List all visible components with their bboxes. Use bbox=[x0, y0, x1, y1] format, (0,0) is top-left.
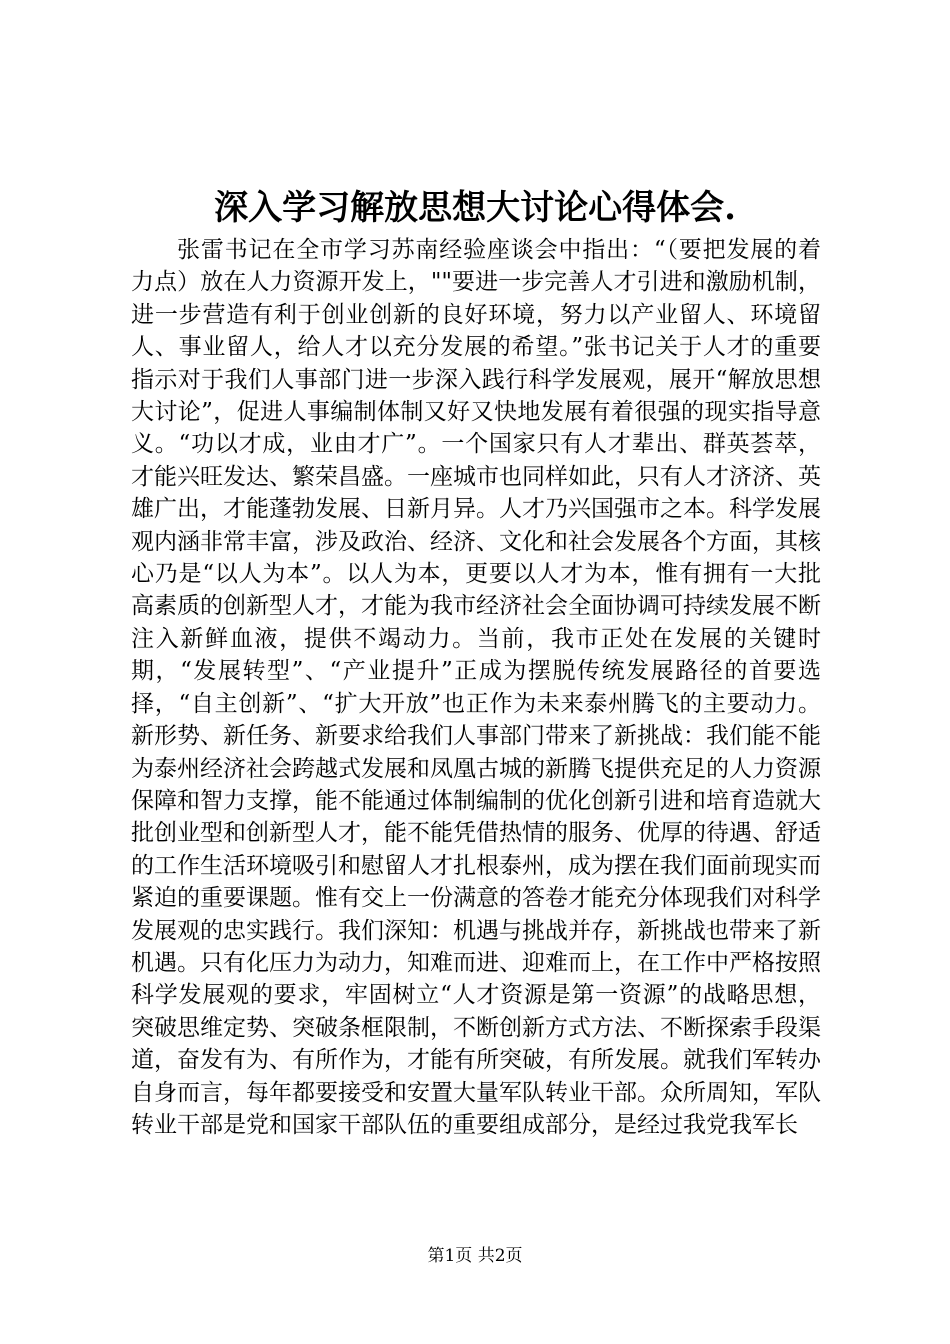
document-body-paragraph: 张雷书记在全市学习苏南经验座谈会中指出：“（要把发展的着力点）放在人力资源开发上，""要进一步完善人才引进和激励机制，进一步营造有利于创业创新的良好环境，努力以产业留人、环境留人、事业留人，给人才以充分发展的希望。”张书记关于人才的重要指示对于我们人事部门进一步深入践行科学发展观，展开“解放思想大讨论”，促进人事编制体制又好又快地发展有着很强的现实指导意义。“功以才成，业由才广”。一个国家只有人才辈出、群英荟萃，才能兴旺发达、繁荣昌盛。一座城市也同样如此，只有人才济济、英雄广出，才能蓬勃发展、日新月异。人才乃兴国强市之本。科学发展观内涵非常丰富，涉及政治、经济、文化和社会发展各个方面，其核心乃是“以人为本”。以人为本，更要以人才为本，惟有拥有一大批高素质的创新型人才，才能为我市经济社会全面协调可持续发展不断注入新鲜血液，提供不竭动力。当前，我市正处在发展的关键时期，“发展转型”、“产业提升”正成为摆脱传统发展路径的首要选择，“自主创新”、“扩大开放”也正作为未来泰州腾飞的主要动力。新形势、新任务、新要求给我们人事部门带来了新挑战：我们能不能为泰州经济社会跨越式发展和凤凰古城的新腾飞提供充足的人力资源保障和智力支撑，能不能通过体制编制的优化创新引进和培育造就大批创业型和创新型人才，能不能凭借热情的服务、优厚的待遇、舒适的工作生活环境吸引和慰留人才扎根泰州，成为摆在我们面前现实而紧迫的重要课题。惟有交上一份满意的答卷才能充分体现我们对科学发展观的忠实践行。我们深知：机遇与挑战并存，新挑战也带来了新机遇。只有化压力为动力，知难而进、迎难而上，在工作中严格按照科学发展观的要求，牢固树立“人才资源是第一资源”的战略思想，突破思维定势、突破条框限制，不断创新方式方法、不断探索手段渠道，奋发有为、有所作为，才能有所突破，有所发展。就我们军转办自身而言，每年都要接受和安置大量军队转业干部。众所周知，军队转业干部是党和国家干部队伍的重要组成部分，是经过我党我军长 bbox=[131, 237, 821, 1138]
document-title: 深入学习解放思想大讨论心得体会. bbox=[214, 188, 736, 228]
page-number-footer: 第1页 共2页 bbox=[427, 1246, 523, 1266]
